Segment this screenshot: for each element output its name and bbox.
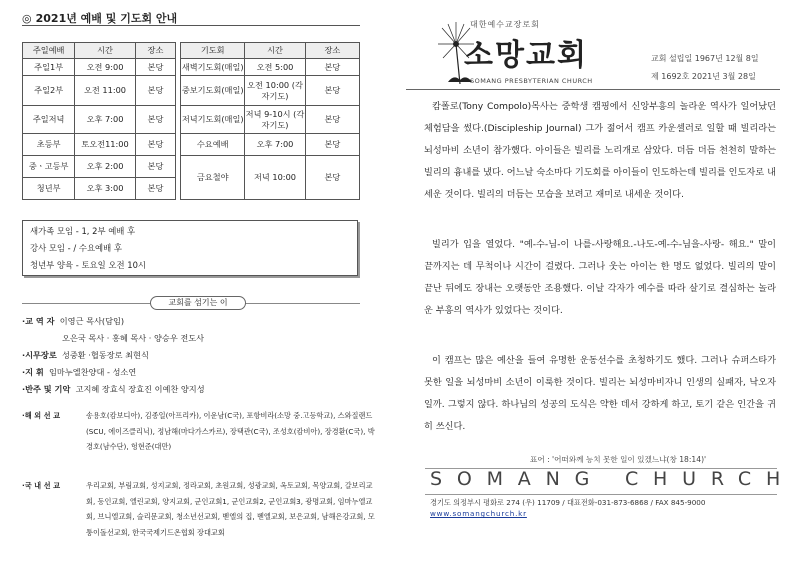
church-name: 소망교회 (464, 38, 588, 73)
service-time: 토오전11:00 (75, 134, 135, 156)
missions-text: 우리교회, 부림교회, 성지교회, 정라교회, 초원교회, 성광교회, 옥토교회, 목양교회, 갈보리교회, 동인교회, 엘린교회, 양지교회, 군인교회1, 군인교회2, 군인교회3, 광명교회, 임마누엘교회, 브니엘교회, 슬리문교회, 청소년선교회, 벧엘의 집, 벧엘교회, 보은교회, 남해은강교회, 모퉁이돌선교회, 한국국제기드온협회 장대교회 (86, 481, 375, 537)
notice-item: 청년부 양육 - 토요일 오전 10시 (30, 260, 146, 270)
prayer-name: 중보기도회(매일) (181, 76, 245, 106)
prayer-time: 오후 7:00 (245, 134, 305, 156)
article-paragraph: 빌리가 입을 열었다. "예-수-님-이 나를-사랑해요.-나도-예-수-님을-사랑- 해요." 말이 끝까지는 데 무척이나 시간이 걸렸다. 그러나 웃는 아이는 한 명도 없었다. 빌리의 말이 끝난 뒤에도 장내는 오랫동안 조용했다. 이날 각자가 예수를 따라 살기로 결심하는 놀라운 부흥의 역사가 있었다는 것이다. (424, 239, 776, 316)
service-name: 중ㆍ고등부 (23, 156, 75, 178)
prayer-time: 오전 5:00 (245, 59, 305, 76)
table-header: 장소 (135, 43, 175, 59)
service-place: 본당 (135, 106, 175, 134)
service-place: 본당 (135, 156, 175, 178)
staff-row (22, 367, 136, 378)
header-divider (406, 89, 780, 90)
staff-row (22, 350, 149, 361)
staff-value: 오은국 목사 · 홍혜 목사 · 양승우 전도사 (62, 333, 205, 343)
article-paragraph: 캄폴로(Tony Compolo)목사는 중학생 캠핑에서 신앙부흥의 놀라운 역사가 일어났던 체험담을 썼다.(Discipleship Journal) 그가 젊어서 캠프 카운셀러로 일할 때 빌리라는 뇌성마비 소년이 참가했다. 아이들은 빌리를 노리개로 삼았다. 더듬 더듬 천천히 말하는 빌리의 흉내를 냈다. 어느날 숙소마다 기도회를 아이들이 인도하는데 빌리를 인도자로 내세운 것이다. 빌리의 더듬는 모습을 보려고 재미로 내세운 것이다. (424, 101, 776, 200)
staff-label: ·교 역 자 (22, 316, 55, 326)
domestic-missions (22, 478, 382, 548)
staff-label: ·반주 및 기악 (22, 384, 71, 394)
staff-row (22, 316, 124, 327)
table-header-row (23, 43, 360, 59)
service-time: 오후 2:00 (75, 156, 135, 178)
footer-address: 경기도 의정부시 평화로 274 (우) 11709 / 대표전화-031-873-6868 / FAX 845-9000 (430, 498, 706, 507)
section-title (22, 10, 177, 26)
staff-section-title: 교회를 섬기는 이 (150, 296, 246, 310)
footer-divider-bottom (425, 494, 777, 495)
missions-text: 송용호(캄보디아), 김종일(아프리카), 이운남(C국), 포항비라(소망 중.고등학교), 스와질랜드(SCU, 에이즈클리닉), 정남해(마다가스카르), 장택관(C국), 조성호(캄비아), 장경환(C국), 박경호(남수단), 헝현준(대만) (86, 411, 375, 451)
prayer-place: 본당 (305, 76, 359, 106)
notice-item: 강사 모임 - / 수요예배 후 (30, 243, 122, 253)
staff-section-header (22, 296, 360, 310)
footer-church-name: SOMANG CHURCH (430, 468, 796, 490)
prayer-time: 오전 10:00 (각자기도) (245, 76, 305, 106)
prayer-name: 수요예배 (181, 134, 245, 156)
service-place: 본당 (135, 59, 175, 76)
service-name: 주일저녁 (23, 106, 75, 134)
staff-value: 임마누엘찬양대 - 성소연 (49, 367, 137, 377)
missions-label: ·해 외 선 교 (22, 411, 61, 420)
prayer-place: 본당 (305, 134, 359, 156)
service-schedule-table (22, 42, 360, 200)
service-name: 청년부 (23, 178, 75, 200)
prayer-time: 저녁 9-10시 (각자기도) (245, 106, 305, 134)
table-header: 시간 (75, 43, 135, 59)
article-paragraph: 이 캠프는 많은 예산을 들여 유명한 운동선수를 초청하기도 했다. 그러나 슈퍼스타가 못한 일을 뇌성마비 소년이 이룩한 것이다. 빌리는 뇌성마비자니 인생의 실패자, 낙오자일까. 그렇지 않다. 하나님의 성공의 도식은 약한 데서 강하게 하고, 토기 같은 인간을 귀히 쓰신다. (424, 355, 776, 432)
service-name: 초등부 (23, 134, 75, 156)
notice-box (22, 220, 358, 276)
footer-website-link[interactable]: www.somangchurch.kr (430, 509, 527, 518)
table-header: 주일예배 (23, 43, 75, 59)
staff-row (22, 384, 205, 395)
church-name-english: SOMANG PRESBYTERIAN CHURCH (470, 77, 593, 85)
section-title-text: 2021년 예배 및 기도회 안내 (35, 12, 178, 25)
service-time: 오후 3:00 (75, 178, 135, 200)
service-place: 본당 (135, 134, 175, 156)
service-time: 오전 11:00 (75, 76, 135, 106)
table-row (23, 106, 360, 134)
prayer-place: 본당 (305, 59, 359, 76)
denomination-label: 대한예수교장로회 (470, 20, 540, 29)
service-time: 오전 9:00 (75, 59, 135, 76)
service-time: 오후 7:00 (75, 106, 135, 134)
staff-value: 이영근 목사(담임) (59, 316, 125, 326)
table-row (23, 134, 360, 156)
circle-bullet-icon: ◎ (22, 11, 32, 25)
prayer-place: 본당 (305, 106, 359, 134)
staff-label: ·지 휘 (22, 367, 44, 377)
overseas-missions (22, 408, 382, 470)
title-divider (22, 25, 360, 26)
notice-item: 새가족 모임 - 1, 2부 예배 후 (30, 226, 136, 236)
motto-text: 표어 : '어떠와께 능치 못한 일이 있겠느냐(창 18:14)' (530, 455, 707, 464)
table-row (23, 156, 360, 178)
table-header: 장소 (305, 43, 359, 59)
founded-date: 교회 설립일 1967년 12월 8일 (651, 54, 759, 63)
table-row (23, 59, 360, 76)
prayer-place: 본당 (305, 156, 359, 200)
service-name: 주일2부 (23, 76, 75, 106)
prayer-time: 저녁 10:00 (245, 156, 305, 200)
staff-value: 고지혜 장효식 장효진 이예찬 양지성 (75, 384, 205, 394)
staff-row (62, 333, 204, 344)
prayer-name: 새벽기도회(매일) (181, 59, 245, 76)
prayer-name: 저녁기도회(매일) (181, 106, 245, 134)
service-name: 주일1부 (23, 59, 75, 76)
prayer-name: 금요철야 (181, 156, 245, 200)
table-header: 시간 (245, 43, 305, 59)
issue-info: 제 1692호 2021년 3월 28일 (651, 72, 756, 81)
missions-label: ·국 내 선 교 (22, 481, 61, 490)
table-header: 기도회 (181, 43, 245, 59)
table-row (23, 76, 360, 106)
service-place: 본당 (135, 76, 175, 106)
staff-value: 성중환 ·협동장로 최현식 (61, 350, 149, 360)
service-place: 본당 (135, 178, 175, 200)
staff-label: ·시무장로 (22, 350, 57, 360)
